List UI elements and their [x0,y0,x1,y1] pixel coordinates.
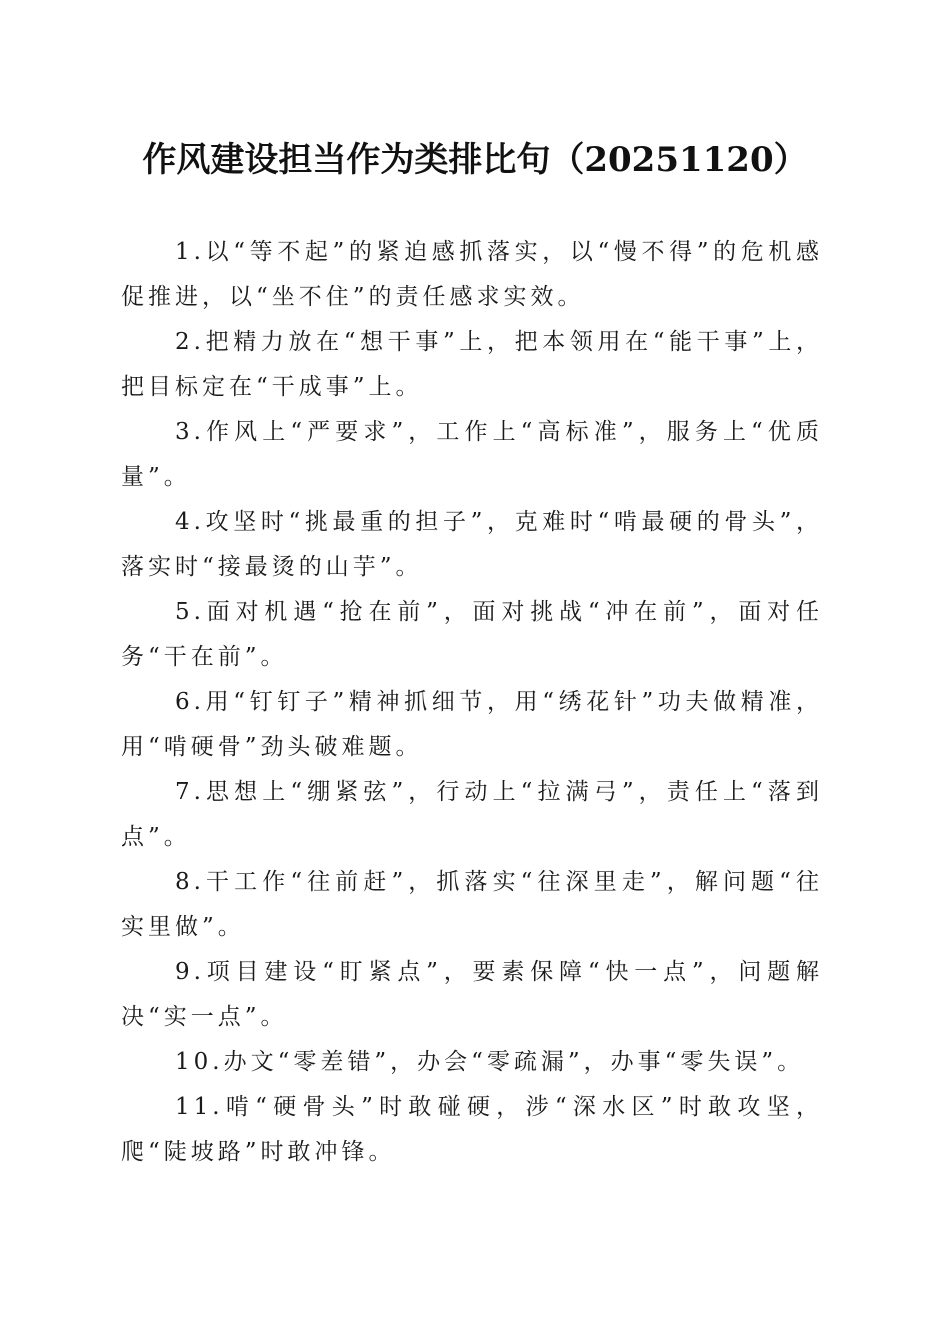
paragraph-11: 11.啃“硬骨头”时敢碰硬，涉“深水区”时敢攻坚，爬“陡坡路”时敢冲锋。 [121,1094,823,1165]
paragraph-1: 1.以“等不起”的紧迫感抓落实，以“慢不得”的危机感促推进，以“坐不住”的责任感求实效。 [121,239,823,310]
document-body [121,230,823,1175]
paragraph-9: 9.项目建设“盯紧点”，要素保障“快一点”，问题解决“实一点”。 [121,959,823,1030]
paragraph-2: 2.把精力放在“想干事”上，把本领用在“能干事”上，把目标定在“干成事”上。 [121,329,823,400]
paragraph-7: 7.思想上“绷紧弦”，行动上“拉满弓”，责任上“落到点”。 [121,779,823,850]
paragraph-6: 6.用“钉钉子”精神抓细节，用“绣花针”功夫做精准，用“啃硬骨”劲头破难题。 [121,689,823,760]
document-title: 作风建设担当作为类排比句（20251120） [142,140,808,180]
paragraph-3: 3.作风上“严要求”，工作上“高标准”，服务上“优质量”。 [121,419,823,490]
paragraph-5: 5.面对机遇“抢在前”，面对挑战“冲在前”，面对任务“干在前”。 [121,599,823,670]
paragraph-4: 4.攻坚时“挑最重的担子”，克难时“啃最硬的骨头”，落实时“接最烫的山芋”。 [121,509,823,580]
paragraph-8: 8.干工作“往前赶”，抓落实“往深里走”，解问题“往实里做”。 [121,869,823,940]
paragraph-10: 10.办文“零差错”，办会“零疏漏”，办事“零失误”。 [175,1049,805,1075]
